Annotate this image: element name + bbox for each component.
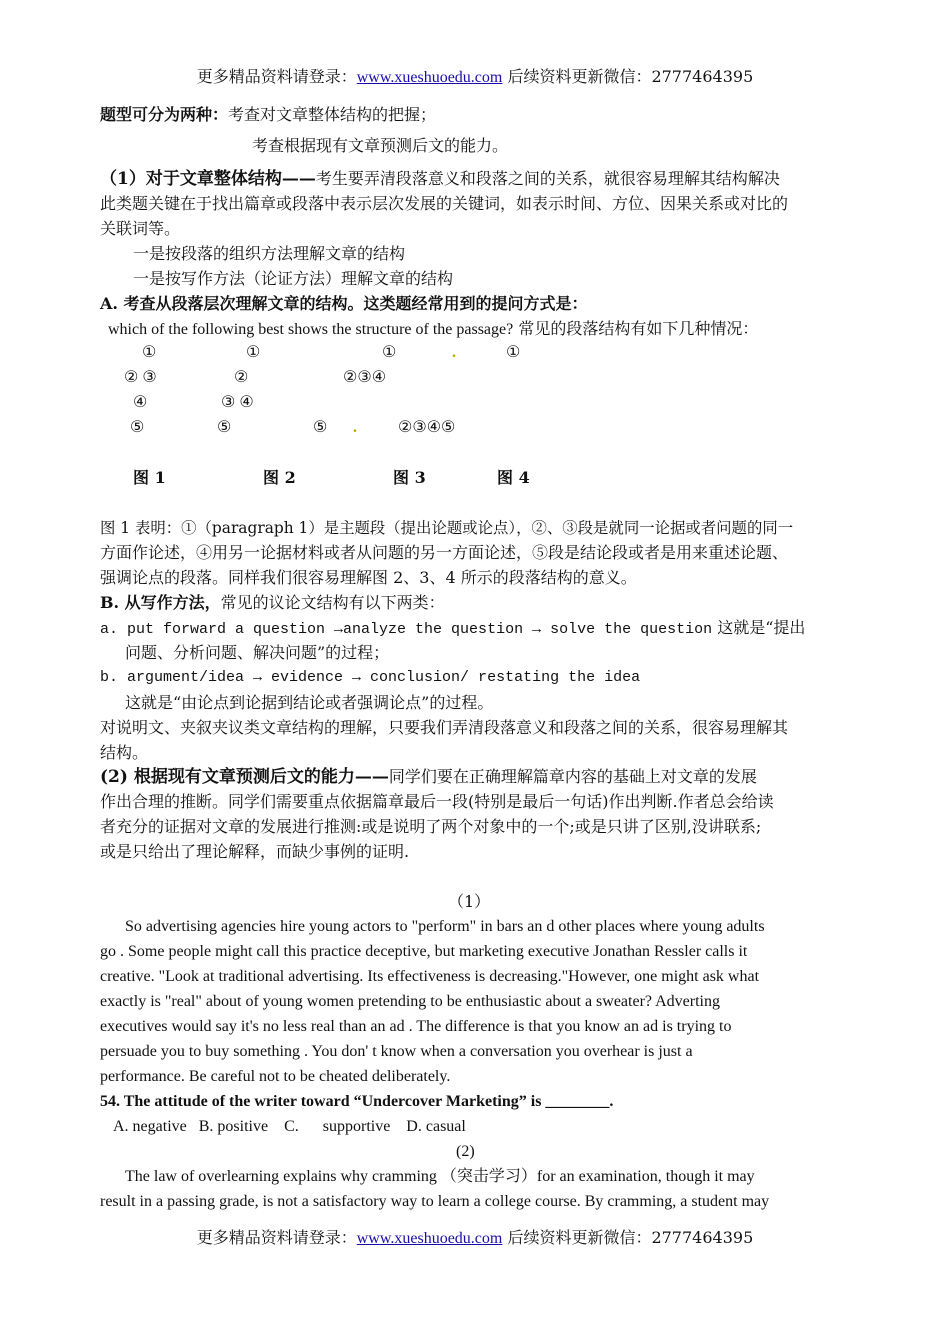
diagram-node: ② ③ (124, 369, 157, 386)
footer-suffix: 后续资料更新微信：2777464395 (502, 1228, 754, 1247)
secA-explain-3: 强调论点的段落。同样我们很容易理解图 2、3、4 所示的段落结构的意义。 (100, 568, 637, 587)
intro-line-1 (100, 104, 436, 127)
passage-2-line: result in a passing grade, is not a satisfactory way to learn a college course. By cramming, a student may (100, 1193, 770, 1210)
passage-1-line: exactly is "real" about of young women pretending to be enthusiastic about a sweater? Adverting (100, 993, 720, 1010)
page-footer (0, 1227, 950, 1250)
diagram-node: ③ ④ (221, 394, 254, 411)
sec1-line-1 (100, 168, 780, 191)
figure-label: 图 1 (133, 468, 166, 487)
passage-1-line: go . Some people might call this practice deceptive, but marketing executive Jonathan Ressler calls it (100, 943, 748, 960)
sec1-way-2: 一是按写作方法（论证方法）理解文章的结构 (133, 269, 454, 288)
passage-1-line: executives would say it's no less real than an ad . The difference is that you know an ad is trying to (100, 1018, 732, 1035)
sec2-title: (2) 根据现有文章预测后文的能力—— (100, 767, 389, 787)
diagram-node: ⑤ (217, 419, 232, 436)
secA-question: which of the following best shows the structure of the passage? (108, 321, 514, 338)
header-link[interactable]: www.xueshuoedu.com (356, 69, 503, 86)
passage-2-number: (2) (456, 1143, 475, 1160)
figure-label: 图 2 (263, 468, 296, 487)
footer-link[interactable]: www.xueshuoedu.com (356, 1230, 503, 1247)
figure-label: 图 3 (393, 468, 426, 487)
secB-title-rest: 常见的议论文结构有以下两类： (220, 593, 445, 612)
secB-b-cn: 这就是“由论点到论据到结论或者强调论点”的过程。 (125, 693, 494, 712)
diagram-node: ⑤ (313, 419, 328, 436)
sec1-text-1: 考生要弄清段落意义和段落之间的关系，就很容易理解其结构解决 (315, 169, 780, 188)
secB-title: B. 从写作方法， (100, 593, 221, 612)
diagram-node: ① (506, 344, 521, 361)
diagram-node: ②③④⑤ (398, 419, 456, 436)
secA-explain-1: 图 1 表明：①（paragraph 1）是主题段（提出论题或论点），②、③段是就同一论据或者问题的同一 (100, 519, 794, 537)
diagram-node: ②③④ (343, 369, 387, 386)
secB-note-1: 对说明文、夹叙夹议类文章结构的理解，只要我们弄清段落意义和段落之间的关系，很容易理解其 (100, 718, 789, 737)
sec2-text-4: 或是只给出了理论解释，而缺少事例的证明. (100, 842, 410, 861)
secA-question-cn: 常见的段落结构有如下几种情况： (513, 319, 759, 338)
secA-question-line (108, 318, 758, 341)
sec1-text-3: 关联词等。 (100, 219, 181, 238)
sec1-title: （1）对于文章整体结构—— (100, 169, 316, 189)
passage-1-line: performance. Be careful not to be cheated deliberately. (100, 1068, 451, 1085)
sec1-way-1: 一是按段落的组织方法理解文章的结构 (133, 244, 406, 263)
secB-a-cn-2: 问题、分析问题、解决问题”的过程； (125, 643, 390, 662)
intro-item-1: 考查对文章整体结构的把握； (228, 105, 437, 124)
figure-label: 图 4 (497, 468, 530, 487)
passage-1-line: creative. "Look at traditional advertising. Its effectiveness is decreasing."However, one might ask what (100, 968, 760, 985)
header-prefix: 更多精品资料请登录： (196, 67, 357, 86)
page-header (0, 66, 950, 89)
intro-label: 题型可分为两种： (100, 105, 229, 124)
diagram-node: ① (382, 344, 397, 361)
diagram-node: ⑤ (130, 419, 145, 436)
secA-explain-2: 方面作论述，④用另一论据材料或者从问题的另一方面论述，⑤段是结论段或者是用来重述论题、 (100, 543, 789, 562)
secB-a-cn-1: 这就是“提出 (712, 618, 806, 637)
secB-a-line (100, 617, 805, 641)
secB-a-en: a. put forward a question →analyze the question → solve the question (100, 621, 713, 638)
intro-item-2: 考查根据现有文章预测后文的能力。 (252, 136, 509, 155)
passage-1-number: （1） (448, 892, 491, 911)
diagram-dot: . (452, 344, 456, 361)
passage-1-line: persuade you to buy something . You don' t know when a conversation you overhear is just a (100, 1043, 693, 1060)
sec2-text-2: 作出合理的推断。同学们需要重点依据篇章最后一段(特别是最后一句话)作出判断.作者总会给读 (100, 792, 774, 811)
sec2-line-1 (100, 766, 757, 789)
secB-title-line (100, 592, 445, 615)
sec1-text-2: 此类题关键在于找出篇章或段落中表示层次发展的关键词，如表示时间、方位、因果关系或对比的 (100, 194, 789, 213)
passage-1-line: So advertising agencies hire young actors to "perform" in bars an d other places where young adults (125, 918, 765, 935)
diagram-node: ① (142, 344, 157, 361)
secB-b-en: b. argument/idea → evidence → conclusion/ restating the idea (100, 669, 641, 686)
passage-2-line: The law of overlearning explains why cramming （突击学习）for an examination, though it may (125, 1168, 755, 1185)
sec2-text-3: 者充分的证据对文章的发展进行推测:或是说明了两个对象中的一个;或是只讲了区别,没讲联系; (100, 817, 762, 836)
question-54-options: A. negative B. positive C. supportive D. casual (113, 1118, 466, 1135)
footer-prefix: 更多精品资料请登录： (196, 1228, 357, 1247)
sec2-text-1: 同学们要在正确理解篇章内容的基础上对文章的发展 (388, 767, 757, 786)
question-54: 54. The attitude of the writer toward “Undercover Marketing” is ________. (100, 1093, 614, 1110)
diagram-dot: . (353, 419, 357, 436)
secA-title: A. 考查从段落层次理解文章的结构。这类题经常用到的提问方式是： (100, 294, 588, 313)
diagram-node: ④ (133, 394, 148, 411)
diagram-node: ② (234, 369, 249, 386)
secB-note-2: 结构。 (100, 743, 149, 762)
header-suffix: 后续资料更新微信：2777464395 (502, 67, 754, 86)
diagram-node: ① (246, 344, 261, 361)
